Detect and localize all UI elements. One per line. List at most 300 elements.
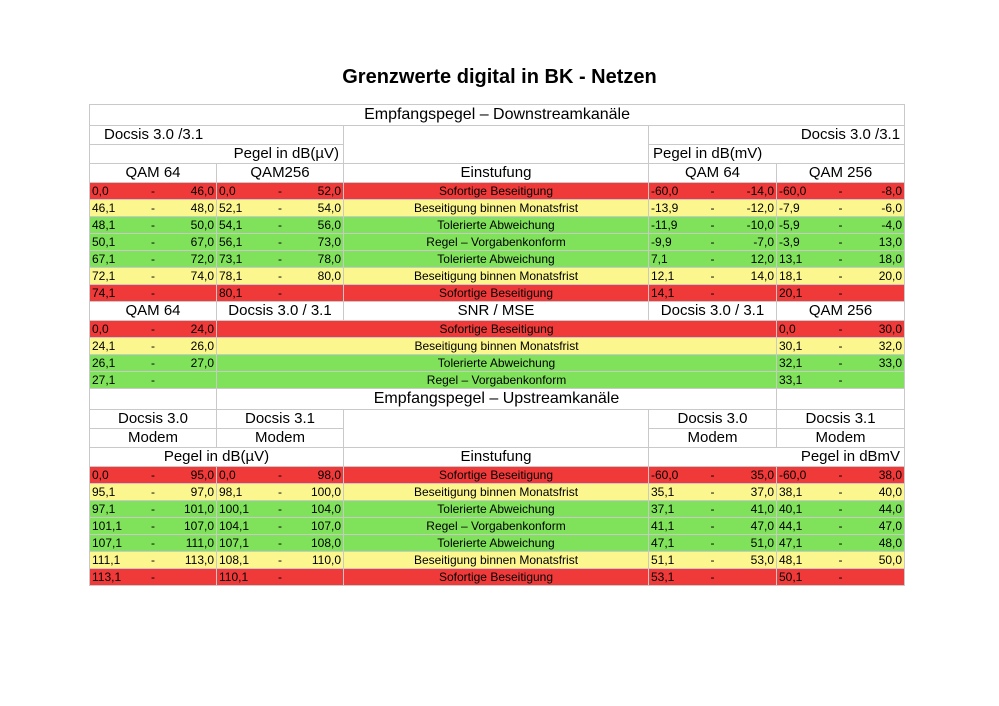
range-dash: - <box>710 484 715 499</box>
range-dash: - <box>278 268 282 283</box>
downstream-qam256-left-range <box>217 234 344 251</box>
downstream-row <box>90 234 905 251</box>
range-dash: - <box>838 338 843 353</box>
range-dash: - <box>710 217 715 232</box>
range-dash: - <box>151 268 155 283</box>
range-to: 18,0 <box>878 251 903 266</box>
range-to: 95,0 <box>190 467 214 482</box>
range-from: 18,1 <box>779 268 803 283</box>
downstream-docsis-right: Docsis 3.0 /3.1 <box>649 126 905 145</box>
range-dash: - <box>151 501 155 516</box>
upstream-unit-row <box>90 448 905 467</box>
range-from: 97,1 <box>92 501 116 516</box>
rating-label: Sofortige Beseitigung <box>344 569 649 586</box>
range-dash: - <box>278 183 282 198</box>
range-from: 37,1 <box>651 501 675 516</box>
snr-colhead-row <box>90 302 905 321</box>
upstream-col2-line2: Modem <box>217 429 344 448</box>
range-from: 48,1 <box>92 217 116 232</box>
range-from: 50,1 <box>92 234 116 249</box>
range-dash: - <box>838 251 843 266</box>
snr-col-qam64: QAM 64 <box>90 302 217 321</box>
range-dash: - <box>151 372 155 387</box>
snr-row <box>90 321 905 338</box>
rating-label: Beseitigung binnen Monatsfrist <box>344 484 649 501</box>
rating-label: Sofortige Beseitigung <box>344 183 649 200</box>
upstream-row <box>90 467 905 484</box>
range-dash: - <box>838 569 843 584</box>
range-dash: - <box>710 569 715 584</box>
snr-row <box>90 355 905 372</box>
range-to: 107,0 <box>183 518 214 533</box>
downstream-docsis-left: Docsis 3.0 /3.1 <box>90 126 344 145</box>
range-dash: - <box>278 501 282 516</box>
range-from: 51,1 <box>651 552 675 567</box>
range-dash: - <box>278 251 282 266</box>
range-dash: - <box>838 285 843 300</box>
range-to: 110,0 <box>311 552 341 567</box>
range-to: 51,0 <box>750 535 774 550</box>
upstream-docsis31-right-range <box>777 552 905 569</box>
range-from: 101,1 <box>92 518 123 533</box>
range-from: 13,1 <box>779 251 803 266</box>
upstream-col3-line1: Docsis 3.0 <box>649 410 777 429</box>
range-to: 80,0 <box>317 268 341 283</box>
downstream-row <box>90 217 905 234</box>
upstream-docsis30-left-range <box>90 552 217 569</box>
rating-label: Regel – Vorgabenkonform <box>217 372 777 389</box>
range-from: 107,1 <box>92 535 123 550</box>
range-dash: - <box>151 183 155 198</box>
upstream-unit-right: Pegel in dBmV <box>649 448 905 467</box>
snr-qam256-range <box>777 338 905 355</box>
range-dash: - <box>838 321 843 336</box>
range-dash: - <box>278 552 282 567</box>
range-to: -6,0 <box>881 200 903 215</box>
page-title: Grenzwerte digital in BK - Netzen <box>342 66 657 88</box>
rating-label: Regel – Vorgabenkonform <box>344 518 649 535</box>
range-from: 41,1 <box>651 518 675 533</box>
rating-label: Beseitigung binnen Monatsfrist <box>344 552 649 569</box>
range-to: 46,0 <box>190 183 214 198</box>
range-dash: - <box>838 183 843 198</box>
range-dash: - <box>838 535 843 550</box>
range-to: 54,0 <box>317 200 341 215</box>
range-to: 38,0 <box>878 467 903 482</box>
range-dash: - <box>838 552 843 567</box>
upstream-col1-line2: Modem <box>90 429 217 448</box>
range-to: 113,0 <box>184 552 214 567</box>
downstream-qam64-right-range <box>649 251 777 268</box>
range-to: 73,0 <box>317 234 341 249</box>
range-from: 44,1 <box>779 518 803 533</box>
range-from: -11,9 <box>651 217 678 232</box>
range-from: -7,9 <box>779 200 800 215</box>
range-dash: - <box>151 518 155 533</box>
snr-qam64-range <box>90 372 217 389</box>
range-to: 26,0 <box>190 338 214 353</box>
upstream-docsis31-left-range <box>217 518 344 535</box>
rating-label: Tolerierte Abweichung <box>217 355 777 372</box>
downstream-row <box>90 268 905 285</box>
downstream-row <box>90 183 905 200</box>
snr-col-docsis-right: Docsis 3.0 / 3.1 <box>649 302 777 321</box>
range-dash: - <box>151 285 155 300</box>
downstream-col-qam256-left: QAM256 <box>217 164 344 183</box>
upstream-col2-line1: Docsis 3.1 <box>217 410 344 429</box>
range-to: 53,0 <box>750 552 774 567</box>
snr-qam256-range <box>777 372 905 389</box>
range-to: 27,0 <box>190 355 214 370</box>
downstream-row <box>90 200 905 217</box>
range-dash: - <box>710 535 715 550</box>
range-dash: - <box>151 535 155 550</box>
range-dash: - <box>151 484 155 499</box>
range-from: 7,1 <box>651 251 668 266</box>
range-dash: - <box>151 321 155 336</box>
downstream-qam256-right-range <box>777 183 905 200</box>
upstream-docsis31-left-range <box>217 569 344 586</box>
downstream-col-qam64-left: QAM 64 <box>90 164 217 183</box>
upstream-docsis30-left-range <box>90 569 217 586</box>
downstream-qam256-left-range <box>217 285 344 302</box>
range-from: 0,0 <box>219 467 236 482</box>
range-dash: - <box>278 234 282 249</box>
snr-col-qam256: QAM 256 <box>777 302 905 321</box>
upstream-docsis31-left-range <box>217 501 344 518</box>
upstream-docsis30-right-range <box>649 569 777 586</box>
rating-label: Beseitigung binnen Monatsfrist <box>217 338 777 355</box>
rating-label: Regel – Vorgabenkonform <box>344 234 649 251</box>
downstream-qam256-left-range <box>217 268 344 285</box>
range-to: 35,0 <box>750 467 774 482</box>
upstream-heading: Empfangspegel – Upstreamkanäle <box>217 389 777 410</box>
range-dash: - <box>151 200 155 215</box>
downstream-colhead-row <box>90 164 905 183</box>
range-from: 0,0 <box>92 467 109 482</box>
snr-qam256-range <box>777 321 905 338</box>
range-from: 108,1 <box>219 552 250 567</box>
range-from: 27,1 <box>92 372 116 387</box>
range-from: 95,1 <box>92 484 116 499</box>
range-to: 48,0 <box>878 535 903 550</box>
upstream-docsis30-left-range <box>90 467 217 484</box>
upstream-heading-blank-left <box>90 389 217 410</box>
upstream-row <box>90 518 905 535</box>
range-to <box>850 286 903 301</box>
downstream-unit-right: Pegel in dB(mV) <box>649 145 905 164</box>
rating-label: Beseitigung binnen Monatsfrist <box>344 268 649 285</box>
upstream-heading-row <box>90 389 905 410</box>
range-to: 72,0 <box>190 251 214 266</box>
snr-col-title: SNR / MSE <box>344 302 649 321</box>
range-to: 37,0 <box>750 484 774 499</box>
upstream-col4-line1: Docsis 3.1 <box>777 410 905 429</box>
downstream-qam64-left-range <box>90 251 217 268</box>
snr-qam256-range <box>777 355 905 372</box>
upstream-col3-line2: Modem <box>649 429 777 448</box>
downstream-qam64-left-range <box>90 285 217 302</box>
range-from: 40,1 <box>779 501 803 516</box>
upstream-unit-left: Pegel in dB(µV) <box>90 448 344 467</box>
downstream-qam256-left-range <box>217 200 344 217</box>
downstream-qam64-right-range <box>649 200 777 217</box>
snr-qam64-range <box>90 338 217 355</box>
range-from: 33,1 <box>779 372 803 387</box>
range-from: -5,9 <box>779 217 800 232</box>
upstream-docsis31-right-range <box>777 535 905 552</box>
range-dash: - <box>278 518 282 533</box>
upstream-heading-blank-right <box>777 389 905 410</box>
upstream-docsis30-right-range <box>649 501 777 518</box>
range-to: 44,0 <box>878 501 903 516</box>
range-to <box>162 373 214 388</box>
range-dash: - <box>710 268 715 283</box>
limits-table <box>89 104 905 586</box>
range-from: 67,1 <box>92 251 116 266</box>
downstream-col-einstufung: Einstufung <box>344 164 649 183</box>
upstream-col4-line2: Modem <box>777 429 905 448</box>
range-dash: - <box>151 338 155 353</box>
downstream-col-qam256-right: QAM 256 <box>777 164 905 183</box>
rating-label: Tolerierte Abweichung <box>344 501 649 518</box>
downstream-qam256-right-range <box>777 234 905 251</box>
range-to: 101,0 <box>183 501 214 516</box>
range-from: 54,1 <box>219 217 243 232</box>
downstream-docsis-row <box>90 126 905 145</box>
range-dash: - <box>151 234 155 249</box>
upstream-docsis30-left-range <box>90 501 217 518</box>
range-dash: - <box>710 285 715 300</box>
range-to <box>289 286 341 301</box>
range-to: -7,0 <box>753 234 774 249</box>
range-to: -8,0 <box>881 183 903 198</box>
range-dash: - <box>151 569 155 584</box>
downstream-heading: Empfangspegel – Downstreamkanäle <box>90 105 905 126</box>
range-to: 78,0 <box>317 251 341 266</box>
downstream-col-qam64-right: QAM 64 <box>649 164 777 183</box>
range-to <box>162 570 214 585</box>
upstream-col1-line1: Docsis 3.0 <box>90 410 217 429</box>
upstream-docsis30-right-range <box>649 518 777 535</box>
range-dash: - <box>710 234 715 249</box>
snr-col-docsis-left: Docsis 3.0 / 3.1 <box>217 302 344 321</box>
upstream-row <box>90 484 905 501</box>
downstream-qam256-right-range <box>777 200 905 217</box>
range-dash: - <box>838 217 843 232</box>
downstream-qam64-left-range <box>90 200 217 217</box>
downstream-unit-left: Pegel in dB(µV) <box>90 145 344 164</box>
range-dash: - <box>710 467 715 482</box>
range-dash: - <box>838 518 843 533</box>
range-from: 46,1 <box>92 200 116 215</box>
range-dash: - <box>710 518 715 533</box>
snr-row <box>90 338 905 355</box>
range-from: 20,1 <box>779 285 803 300</box>
range-dash: - <box>278 569 282 584</box>
range-to: 47,0 <box>750 518 774 533</box>
downstream-qam64-right-range <box>649 285 777 302</box>
upstream-docsis-row-1 <box>90 410 905 429</box>
downstream-qam256-left-range <box>217 217 344 234</box>
range-dash: - <box>710 501 715 516</box>
downstream-qam256-right-range <box>777 268 905 285</box>
upstream-docsis30-right-range <box>649 552 777 569</box>
upstream-row <box>90 501 905 518</box>
range-from: 78,1 <box>219 268 243 283</box>
rating-label: Sofortige Beseitigung <box>344 467 649 484</box>
range-from: 104,1 <box>219 518 250 533</box>
downstream-qam256-left-range <box>217 183 344 200</box>
range-to: -14,0 <box>746 183 774 198</box>
upstream-docsis30-left-range <box>90 484 217 501</box>
range-from: 48,1 <box>779 552 803 567</box>
range-to <box>722 570 775 585</box>
range-from: 30,1 <box>779 338 803 353</box>
downstream-qam64-right-range <box>649 234 777 251</box>
range-to: 30,0 <box>878 321 903 336</box>
range-from: -60,0 <box>779 467 807 482</box>
range-from: -13,9 <box>651 200 679 215</box>
range-dash: - <box>151 467 155 482</box>
range-dash: - <box>151 217 155 232</box>
range-dash: - <box>710 552 715 567</box>
range-to <box>850 373 903 388</box>
upstream-docsis30-left-range <box>90 518 217 535</box>
range-to: 107,0 <box>310 518 341 533</box>
range-from: 0,0 <box>779 321 796 336</box>
upstream-docsis31-left-range <box>217 484 344 501</box>
range-from: 53,1 <box>651 569 675 584</box>
upstream-docsis31-right-range <box>777 467 905 484</box>
range-from: 35,1 <box>651 484 675 499</box>
range-to: 20,0 <box>878 268 903 283</box>
range-from: 74,1 <box>92 285 116 300</box>
upstream-docsis31-right-range <box>777 484 905 501</box>
range-dash: - <box>710 183 715 198</box>
range-from: 47,1 <box>651 535 675 550</box>
downstream-qam256-right-range <box>777 285 905 302</box>
range-from: -60,0 <box>651 183 679 198</box>
range-dash: - <box>278 285 282 300</box>
range-to: 47,0 <box>878 518 903 533</box>
range-to: 50,0 <box>190 217 214 232</box>
range-to: 12,0 <box>750 251 774 266</box>
downstream-qam64-left-range <box>90 234 217 251</box>
range-to: 48,0 <box>190 200 214 215</box>
range-to: 33,0 <box>878 355 903 370</box>
range-dash: - <box>278 217 282 232</box>
range-from: 110,1 <box>219 569 249 584</box>
downstream-row <box>90 285 905 302</box>
range-to: 32,0 <box>878 338 903 353</box>
range-from: 80,1 <box>219 285 243 300</box>
range-to: -10,0 <box>746 217 774 232</box>
range-from: 32,1 <box>779 355 803 370</box>
downstream-blank <box>344 126 649 164</box>
range-dash: - <box>278 535 282 550</box>
range-to: 111,0 <box>185 535 214 550</box>
downstream-qam64-left-range <box>90 183 217 200</box>
upstream-docsis30-right-range <box>649 535 777 552</box>
downstream-qam256-right-range <box>777 217 905 234</box>
range-to <box>289 570 341 585</box>
range-dash: - <box>838 268 843 283</box>
range-from: 113,1 <box>92 569 122 584</box>
rating-label: Beseitigung binnen Monatsfrist <box>344 200 649 217</box>
range-to: 24,0 <box>190 321 214 336</box>
upstream-docsis31-left-range <box>217 467 344 484</box>
range-from: 0,0 <box>92 183 109 198</box>
upstream-col-einstufung: Einstufung <box>344 448 649 467</box>
downstream-qam64-left-range <box>90 268 217 285</box>
range-from: -9,9 <box>651 234 672 249</box>
range-dash: - <box>838 234 843 249</box>
rating-label: Sofortige Beseitigung <box>217 321 777 338</box>
downstream-qam256-right-range <box>777 251 905 268</box>
range-from: -60,0 <box>779 183 807 198</box>
upstream-docsis31-right-range <box>777 501 905 518</box>
upstream-docsis30-right-range <box>649 467 777 484</box>
range-dash: - <box>278 200 282 215</box>
range-dash: - <box>278 484 282 499</box>
range-from: 111,1 <box>92 552 121 567</box>
range-dash: - <box>151 552 155 567</box>
range-from: 107,1 <box>219 535 250 550</box>
upstream-docsis31-left-range <box>217 535 344 552</box>
range-to: -4,0 <box>881 217 903 232</box>
upstream-row <box>90 552 905 569</box>
range-from: 100,1 <box>219 501 250 516</box>
range-to: 56,0 <box>317 217 341 232</box>
upstream-row <box>90 569 905 586</box>
range-dash: - <box>838 200 843 215</box>
range-to: 41,0 <box>750 501 774 516</box>
range-to: 14,0 <box>750 268 774 283</box>
range-from: 56,1 <box>219 234 243 249</box>
range-to: 40,0 <box>878 484 903 499</box>
range-to: 13,0 <box>878 234 903 249</box>
range-dash: - <box>838 372 843 387</box>
rating-label: Tolerierte Abweichung <box>344 535 649 552</box>
downstream-qam256-left-range <box>217 251 344 268</box>
range-from: 50,1 <box>779 569 803 584</box>
range-to: 98,0 <box>317 467 341 482</box>
rating-label: Tolerierte Abweichung <box>344 217 649 234</box>
range-to <box>162 286 214 301</box>
range-from: 72,1 <box>92 268 116 283</box>
range-dash: - <box>838 484 843 499</box>
range-dash: - <box>838 467 843 482</box>
rating-label: Sofortige Beseitigung <box>344 285 649 302</box>
range-from: 38,1 <box>779 484 803 499</box>
range-from: 73,1 <box>219 251 243 266</box>
downstream-row <box>90 251 905 268</box>
downstream-qam64-left-range <box>90 217 217 234</box>
downstream-heading-row <box>90 105 905 126</box>
range-from: 14,1 <box>651 285 675 300</box>
upstream-row <box>90 535 905 552</box>
upstream-docsis31-left-range <box>217 552 344 569</box>
range-to: -12,0 <box>746 200 774 215</box>
range-to <box>850 570 903 585</box>
downstream-qam64-right-range <box>649 268 777 285</box>
range-to: 100,0 <box>310 484 341 499</box>
range-to: 108,0 <box>310 535 341 550</box>
range-from: 12,1 <box>651 268 675 283</box>
range-to: 74,0 <box>190 268 214 283</box>
upstream-docsis30-left-range <box>90 535 217 552</box>
